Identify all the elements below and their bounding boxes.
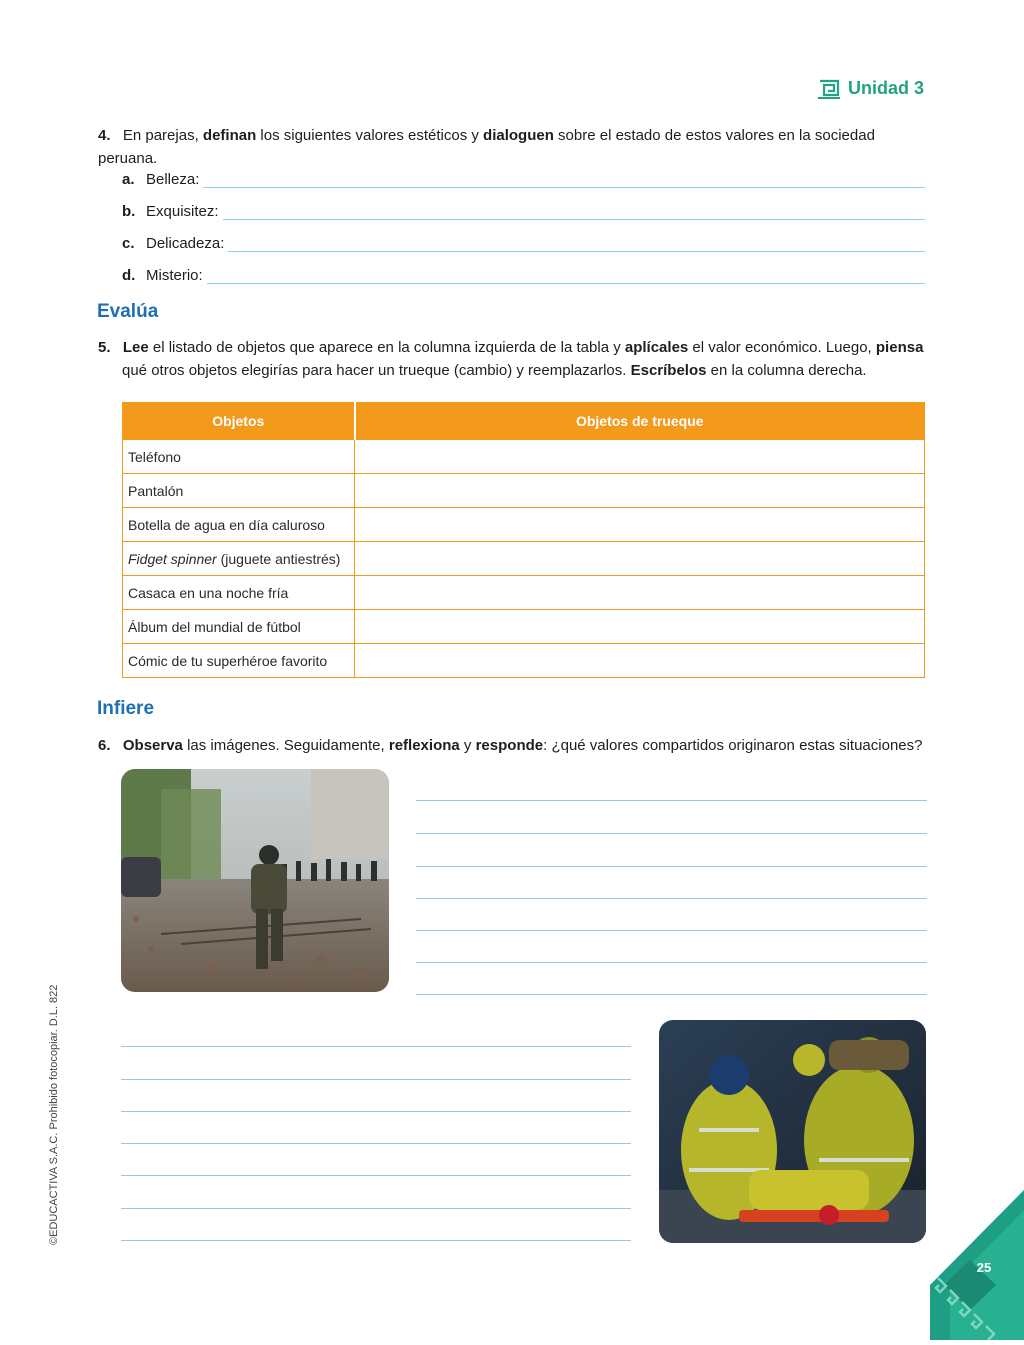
table-row bbox=[123, 542, 925, 576]
answer-line[interactable] bbox=[416, 898, 927, 899]
text: y bbox=[459, 737, 476, 754]
section-title-infiere: Infiere bbox=[97, 698, 155, 719]
keyword: reflexiona bbox=[388, 737, 460, 754]
item-label: Exquisitez: bbox=[146, 203, 219, 220]
table-row bbox=[123, 440, 925, 474]
object-cell: Casaca en una noche fría bbox=[123, 576, 355, 610]
answer-list bbox=[122, 166, 925, 284]
answer-line[interactable] bbox=[121, 1143, 631, 1144]
answer-line[interactable] bbox=[121, 1046, 631, 1047]
text: el listado de objetos que aparece en la columna izquierda de la tabla y bbox=[148, 339, 625, 356]
text: sobre el estado de estos valores en la sociedad peruana. bbox=[98, 127, 875, 167]
answer-line[interactable] bbox=[416, 962, 927, 963]
table-row bbox=[123, 508, 925, 542]
italic-text: Fidget spinner bbox=[128, 550, 217, 567]
item-letter: c. bbox=[122, 235, 135, 252]
barter-cell[interactable] bbox=[355, 440, 925, 474]
barter-cell[interactable] bbox=[355, 644, 925, 678]
answer-line[interactable] bbox=[416, 800, 927, 801]
item-letter: d. bbox=[122, 267, 136, 284]
text: (juguete antiestrés) bbox=[216, 550, 341, 567]
keyword: Lee bbox=[122, 339, 149, 356]
object-cell: Álbum del mundial de fútbol bbox=[123, 610, 355, 644]
answer-item[interactable] bbox=[122, 262, 925, 284]
answer-line[interactable] bbox=[121, 1111, 631, 1112]
answer-item[interactable] bbox=[122, 198, 925, 220]
barter-cell[interactable] bbox=[355, 610, 925, 644]
page-number: 25 bbox=[976, 1260, 992, 1275]
text: : ¿qué valores compartidos originaron estas situaciones? bbox=[543, 737, 923, 754]
object-cell: Botella de agua en día caluroso bbox=[123, 508, 355, 542]
keyword: Observa bbox=[122, 737, 183, 754]
table-row bbox=[123, 644, 925, 678]
item-letter: b. bbox=[122, 203, 136, 220]
text: en la columna derecha. bbox=[706, 362, 867, 379]
unit-title: Unidad 3 bbox=[848, 78, 925, 98]
keyword: definan bbox=[202, 127, 257, 144]
keyword: aplícales bbox=[624, 339, 689, 356]
item-label: Delicadeza: bbox=[146, 235, 225, 252]
text: las imágenes. Seguidamente, bbox=[182, 737, 389, 754]
column-header-objetos: Objetos bbox=[123, 403, 355, 440]
question-4 bbox=[98, 124, 928, 170]
table-row bbox=[123, 576, 925, 610]
question-number: 4. bbox=[98, 127, 111, 144]
barter-cell[interactable] bbox=[355, 542, 925, 576]
answer-line[interactable] bbox=[223, 203, 925, 220]
barter-cell[interactable] bbox=[355, 508, 925, 542]
item-label: Misterio: bbox=[146, 267, 203, 284]
answer-line[interactable] bbox=[121, 1240, 631, 1241]
table-header-row bbox=[123, 403, 925, 440]
protest-photo bbox=[121, 769, 389, 992]
object-cell bbox=[123, 542, 355, 576]
barter-cell[interactable] bbox=[355, 576, 925, 610]
keyword: Escríbelos bbox=[630, 362, 707, 379]
column-header-trueque: Objetos de trueque bbox=[355, 403, 925, 440]
table-row bbox=[123, 474, 925, 508]
text: el valor económico. Luego, bbox=[688, 339, 876, 356]
item-label: Belleza: bbox=[146, 171, 200, 188]
answer-line[interactable] bbox=[121, 1208, 631, 1209]
question-6 bbox=[98, 734, 928, 757]
text: qué otros objetos elegirías para hacer un trueque (cambio) y reemplazarlos. bbox=[122, 362, 631, 379]
answer-line[interactable] bbox=[416, 833, 927, 834]
text: En parejas, bbox=[122, 127, 203, 144]
section-title-evalua: Evalúa bbox=[97, 301, 159, 322]
answer-line[interactable] bbox=[228, 235, 925, 252]
answer-line[interactable] bbox=[121, 1175, 631, 1176]
barter-cell[interactable] bbox=[355, 474, 925, 508]
answer-line[interactable] bbox=[121, 1079, 631, 1080]
object-cell: Pantalón bbox=[123, 474, 355, 508]
object-cell: Teléfono bbox=[123, 440, 355, 474]
object-cell: Cómic de tu superhéroe favorito bbox=[123, 644, 355, 678]
question-number: 6. bbox=[98, 737, 111, 754]
question-5 bbox=[98, 336, 928, 382]
keyword: dialoguen bbox=[483, 127, 554, 144]
keyword: responde bbox=[475, 737, 544, 754]
answer-line[interactable] bbox=[416, 930, 927, 931]
answer-line[interactable] bbox=[416, 994, 927, 995]
firefighters-photo bbox=[659, 1020, 926, 1243]
keyword: piensa bbox=[875, 339, 924, 356]
barter-table bbox=[122, 402, 925, 678]
answer-line[interactable] bbox=[203, 171, 925, 188]
answer-line[interactable] bbox=[416, 866, 927, 867]
answer-item[interactable] bbox=[122, 230, 925, 252]
unit-header bbox=[818, 78, 924, 99]
answer-line[interactable] bbox=[207, 267, 925, 284]
answer-item[interactable] bbox=[122, 166, 925, 188]
question-number: 5. bbox=[98, 339, 111, 356]
copyright-note: ©EDUCACTIVA S.A.C. Prohibido fotocopiar. D.L. 822 bbox=[48, 984, 60, 1245]
table-row bbox=[123, 610, 925, 644]
unit-spiral-icon bbox=[818, 79, 840, 99]
item-letter: a. bbox=[122, 171, 135, 188]
text: los siguientes valores estéticos y bbox=[256, 127, 484, 144]
